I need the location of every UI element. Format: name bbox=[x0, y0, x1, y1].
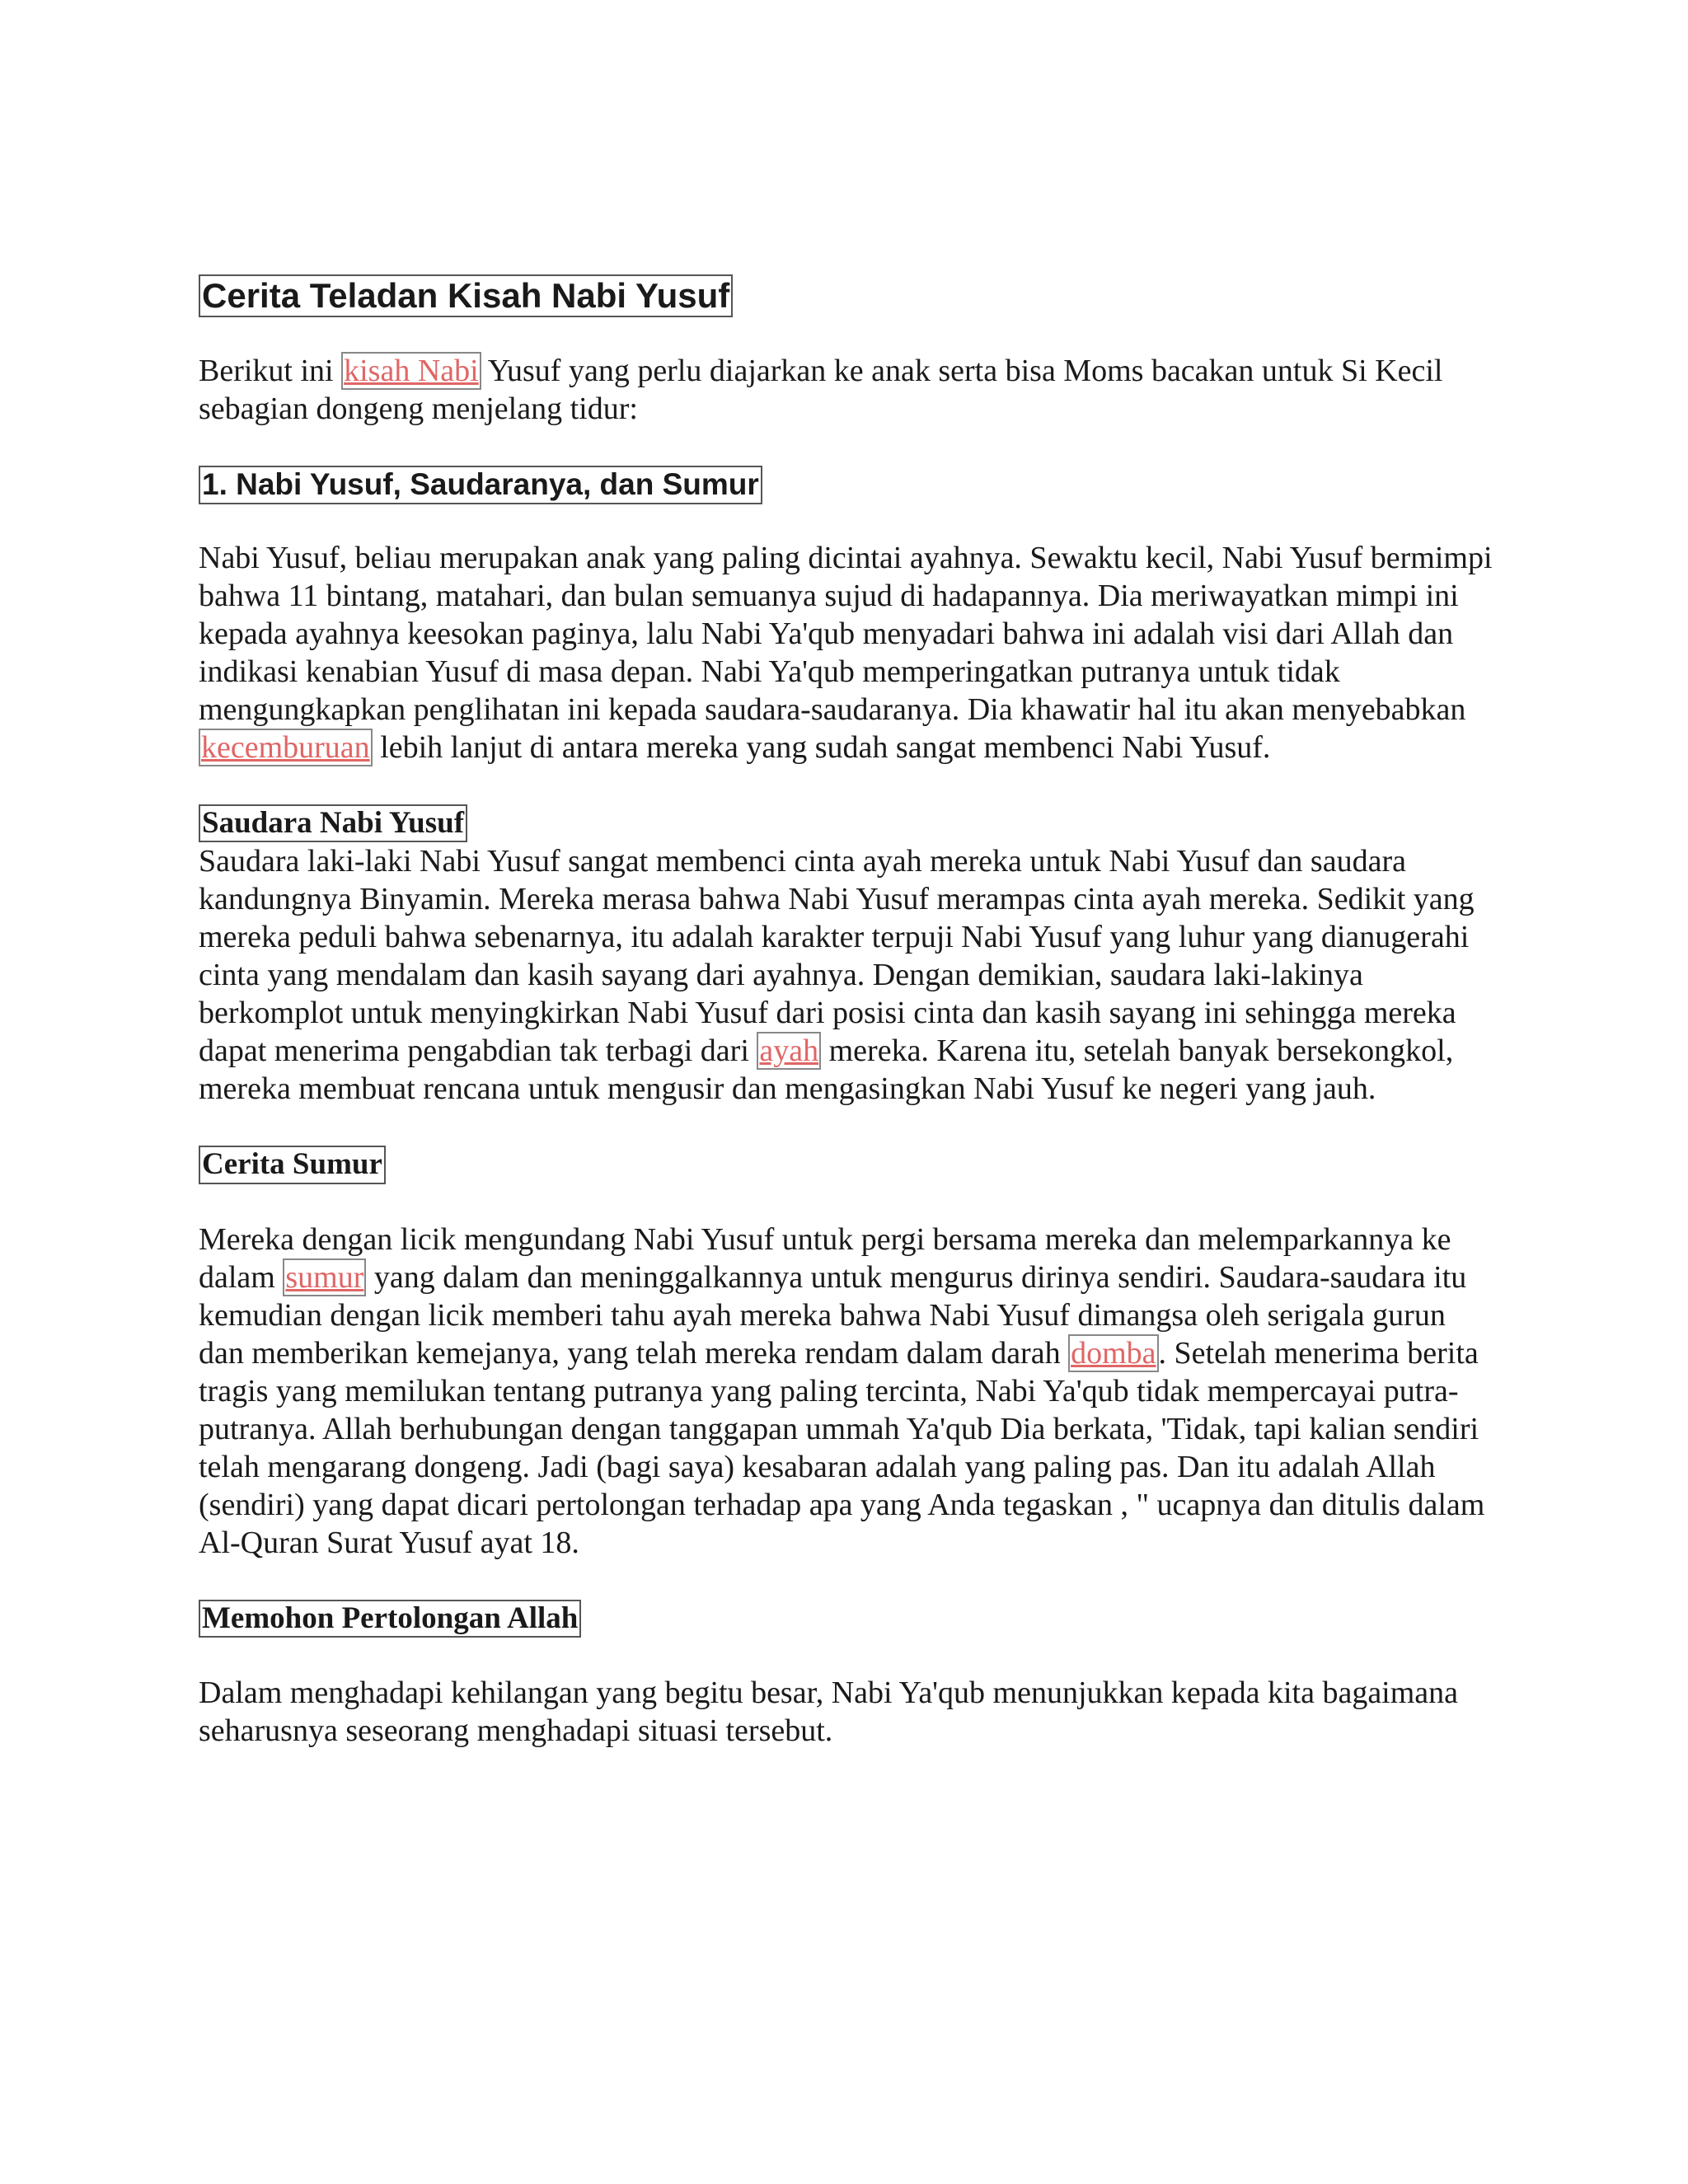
sumur-heading: Cerita Sumur bbox=[199, 1146, 386, 1184]
link-domba[interactable]: domba bbox=[1068, 1334, 1158, 1372]
saudara-paragraph bbox=[199, 842, 1493, 1108]
intro-paragraph bbox=[199, 352, 1493, 428]
document-page bbox=[199, 274, 1493, 1788]
link-sumur[interactable]: sumur bbox=[283, 1258, 366, 1296]
pertolongan-heading-wrap bbox=[199, 1600, 1493, 1638]
link-kisah-nabi[interactable]: kisah Nabi bbox=[341, 352, 481, 390]
saudara-text-2: mereka. Karena itu, setelah banyak bersekongkol, mereka membuat rencana untuk mengusir dan mengasingkan Nabi Yusuf ke negeri yang jauh. bbox=[199, 1033, 1454, 1107]
pertolongan-paragraph bbox=[199, 1674, 1493, 1750]
section1-heading-wrap bbox=[199, 466, 1493, 504]
sumur-text-3: . Setelah menerima berita tragis yang memilukan tentang putranya yang paling tercinta, Nabi Ya'qub tidak mempercayai putra-putranya. Allah berhubungan dengan tanggapan ummah Ya'qub Dia berkata, 'Tidak, tapi kalian sendiri telah mengarang dongeng. Jadi (bagi saya) kesabaran adalah yang paling pas. Dan itu adalah Allah (sendiri) yang dapat dicari pertolongan terhadap apa yang Anda tegaskan , " ucapnya dan ditulis dalam Al-Quran Surat Yusuf ayat 18. bbox=[199, 1335, 1485, 1560]
section1-heading: 1. Nabi Yusuf, Saudaranya, dan Sumur bbox=[199, 466, 762, 504]
section1-text-2: lebih lanjut di antara mereka yang sudah sangat membenci Nabi Yusuf. bbox=[372, 729, 1271, 765]
sumur-heading-wrap bbox=[199, 1146, 1493, 1184]
intro-text-1: Berikut ini bbox=[199, 354, 342, 389]
pertolongan-text-1: Dalam menghadapi kehilangan yang begitu besar, Nabi Ya'qub menunjukkan kepada kita bagaimana seharusnya seseorang menghadapi situasi tersebut. bbox=[199, 1675, 1459, 1749]
sumur-paragraph bbox=[199, 1221, 1493, 1562]
intro-text-2: Yusuf yang perlu diajarkan ke anak serta bisa Moms bacakan untuk Si Kecil sebagian dongeng menjelang tidur: bbox=[199, 354, 1443, 427]
document-title-wrap bbox=[199, 274, 1493, 317]
sumur-text-2: yang dalam dan meninggalkannya untuk mengurus dirinya sendiri. Saudara-saudara itu kemudian dengan licik memberi tahu ayah mereka bahwa Nabi Yusuf dimangsa oleh serigala gurun dan memberikan kemejanya, yang telah mereka rendam dalam darah bbox=[199, 1259, 1467, 1371]
section1-text-1: Nabi Yusuf, beliau merupakan anak yang paling dicintai ayahnya. Sewaktu kecil, Nabi Yusuf bermimpi bahwa 11 bintang, matahari, dan bulan semuanya sujud di hadapannya. Dia meriwayatkan mimpi ini kepada ayahnya keesokan paginya, lalu Nabi Ya'qub menyadari bahwa ini adalah visi dari Allah dan indikasi kenabian Yusuf di masa depan. Nabi Ya'qub memperingatkan putranya untuk tidak mengungkapkan penglihatan ini kepada saudara-saudaranya. Dia khawatir hal itu akan menyebabkan bbox=[199, 540, 1493, 727]
saudara-heading-wrap bbox=[199, 804, 1493, 843]
link-ayah[interactable]: ayah bbox=[757, 1032, 821, 1070]
pertolongan-heading: Memohon Pertolongan Allah bbox=[199, 1600, 581, 1638]
link-kecemburuan[interactable]: kecemburuan bbox=[199, 729, 373, 766]
sumur-text-1: Mereka dengan licik mengundang Nabi Yusuf untuk pergi bersama mereka dan melemparkannya ke dalam bbox=[199, 1221, 1451, 1295]
document-title: Cerita Teladan Kisah Nabi Yusuf bbox=[199, 274, 733, 317]
saudara-text-1: Saudara laki-laki Nabi Yusuf sangat membenci cinta ayah mereka untuk Nabi Yusuf dan saudara kandungnya Binyamin. Mereka merasa bahwa Nabi Yusuf merampas cinta ayah mereka. Sedikit yang mereka peduli bahwa sebenarnya, itu adalah karakter terpuji Nabi Yusuf yang luhur yang dianugerahi cinta yang mendalam dan kasih sayang dari ayahnya. Dengan demikian, saudara laki-lakinya berkomplot untuk menyingkirkan Nabi Yusuf dari posisi cinta dan kasih sayang ini sehingga mereka dapat menerima pengabdian tak terbagi dari bbox=[199, 844, 1475, 1069]
section1-paragraph bbox=[199, 539, 1493, 766]
saudara-heading: Saudara Nabi Yusuf bbox=[199, 804, 467, 843]
